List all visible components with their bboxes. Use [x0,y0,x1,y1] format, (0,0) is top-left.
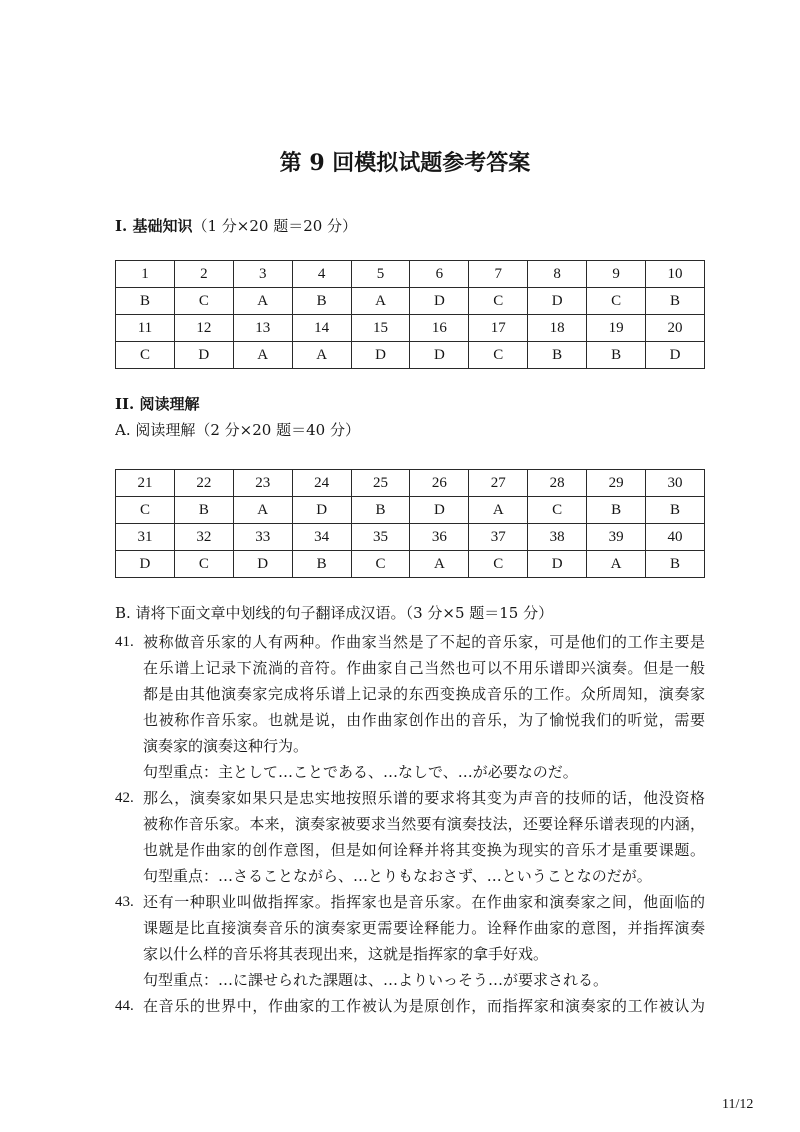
item-number: 42. [115,790,134,806]
answer-letter-cell: D [528,288,587,315]
answer-letter-cell: A [292,342,351,369]
question-number-cell: 15 [351,315,410,342]
part-a-heading [115,420,705,440]
answer-item [115,889,705,993]
question-number-cell: 26 [410,470,469,497]
answer-letter-cell: B [116,288,175,315]
answer-letter-cell: B [174,497,233,524]
question-number-cell: 14 [292,315,351,342]
answer-letter-cell: D [174,342,233,369]
answer-letter-cell: B [528,342,587,369]
question-number-cell: 13 [233,315,292,342]
question-number-cell: 4 [292,261,351,288]
question-number-cell: 10 [646,261,705,288]
answer-letter-cell: B [646,497,705,524]
item-line: 还有一种职业叫做指挥家。指挥家也是音乐家。在作曲家和演奏家之间，他面临的 [143,893,705,911]
question-number-row [116,470,705,497]
answer-letter-cell: D [528,551,587,578]
answer-letter-cell: C [587,288,646,315]
answer-letter-cell: C [174,551,233,578]
part-b-label: B. 请将下面文章中划线的句子翻译成汉语。 [115,604,406,622]
answer-letter-cell: C [116,497,175,524]
answer-row [116,551,705,578]
answer-letter-cell: A [233,342,292,369]
question-number-cell: 3 [233,261,292,288]
answer-letter-cell: A [410,551,469,578]
question-number-cell: 33 [233,524,292,551]
answer-letter-cell: A [233,497,292,524]
answer-letter-cell: B [646,551,705,578]
answer-row [116,342,705,369]
answer-letter-cell: A [587,551,646,578]
item-number: 44. [115,998,134,1014]
item-number: 43. [115,894,134,910]
item-line: 在乐谱上记录下流淌的音符。作曲家自己当然也可以不用乐谱即兴演奏。但是一般 [143,659,705,677]
question-number-row [116,315,705,342]
question-number-cell: 1 [116,261,175,288]
question-number-cell: 8 [528,261,587,288]
question-number-cell: 17 [469,315,528,342]
item-line: 演奏家的演奏这种行为。 [143,737,309,755]
answer-letter-cell: D [410,342,469,369]
sentence-pattern-note: 句型重点：主として…ことである、…なしで、…が必要なのだ。 [143,763,578,781]
answer-letter-cell: C [351,551,410,578]
answer-letter-cell: C [174,288,233,315]
item-line: 都是由其他演奏家完成将乐谱上记录的东西变换成音乐的工作。众所周知，演奏家 [143,685,705,703]
answer-letter-cell: D [233,551,292,578]
section-1-label: I. 基础知识 [115,217,193,235]
item-number: 41. [115,634,134,650]
question-number-cell: 28 [528,470,587,497]
item-text [143,629,705,785]
item-text [143,889,705,993]
question-number-cell: 38 [528,524,587,551]
answer-letter-cell: A [469,497,528,524]
question-number-cell: 7 [469,261,528,288]
answer-letter-cell: D [410,497,469,524]
item-text [143,785,705,889]
item-line: 也被称作音乐家。也就是说，由作曲家创作出的音乐，为了愉悦我们的听觉，需要 [143,711,705,729]
item-line: 在音乐的世界中，作曲家的工作被认为是原创作，而指挥家和演奏家的工作被认为 [143,997,705,1015]
question-number-cell: 36 [410,524,469,551]
answer-letter-cell: B [646,288,705,315]
question-number-cell: 29 [587,470,646,497]
item-line: 也就是作曲家的创作意图，但是如何诠释并将其变换为现实的音乐才是重要课题。 [143,841,705,859]
page-title: 第 9 回模拟试题参考答案 [279,150,531,176]
answer-letter-cell: B [351,497,410,524]
question-number-cell: 35 [351,524,410,551]
sentence-pattern-note: 句型重点：…さることながら、…とりもなおさず、…ということなのだが。 [143,867,652,885]
translation-answers [115,629,705,1019]
answer-letter-cell: C [469,551,528,578]
answer-letter-cell: B [587,497,646,524]
answer-item [115,629,705,785]
answer-letter-cell: C [469,288,528,315]
answer-item [115,993,705,1019]
question-number-row [116,524,705,551]
answer-item [115,785,705,889]
question-number-cell: 5 [351,261,410,288]
question-number-cell: 11 [116,315,175,342]
answer-row [116,288,705,315]
item-text [143,993,705,1019]
part-a-score: （2 分×20 题＝40 分） [195,421,360,439]
answer-letter-cell: C [528,497,587,524]
section-1-table-body [116,261,705,369]
question-number-cell: 22 [174,470,233,497]
question-number-cell: 23 [233,470,292,497]
item-line: 课题是比直接演奏音乐的演奏家更需要诠释能力。诠释作曲家的意图，并指挥演奏 [143,919,705,937]
part-b-heading [115,603,705,623]
answer-letter-cell: C [116,342,175,369]
answer-letter-cell: A [351,288,410,315]
answer-letter-cell: B [292,551,351,578]
question-number-cell: 18 [528,315,587,342]
part-a-answer-table [115,469,705,578]
answer-letter-cell: D [646,342,705,369]
question-number-cell: 37 [469,524,528,551]
answer-letter-cell: B [292,288,351,315]
question-number-cell: 39 [587,524,646,551]
question-number-cell: 2 [174,261,233,288]
answer-letter-cell: B [587,342,646,369]
question-number-cell: 6 [410,261,469,288]
question-number-cell: 27 [469,470,528,497]
question-number-cell: 40 [646,524,705,551]
answer-letter-cell: A [233,288,292,315]
question-number-cell: 30 [646,470,705,497]
item-line: 被称作音乐家。本来，演奏家被要求当然要有演奏技法，还要诠释乐谱表现的内涵， [143,815,705,833]
answer-letter-cell: D [292,497,351,524]
part-b-score: （3 分×5 题＝15 分） [405,604,554,622]
section-1-answer-table [115,260,705,369]
sentence-pattern-note: 句型重点：…に課せられた課題は、…よりいっそう…が要求される。 [143,971,609,989]
question-number-cell: 19 [587,315,646,342]
section-2-label: II. 阅读理解 [115,395,200,413]
question-number-cell: 16 [410,315,469,342]
question-number-cell: 21 [116,470,175,497]
answer-letter-cell: C [469,342,528,369]
question-number-cell: 9 [587,261,646,288]
section-1-heading [115,216,705,236]
question-number-cell: 34 [292,524,351,551]
question-number-cell: 31 [116,524,175,551]
answer-letter-cell: D [351,342,410,369]
question-number-cell: 25 [351,470,410,497]
section-2-heading [115,394,705,414]
page-number: 11/12 [722,1097,754,1112]
question-number-cell: 32 [174,524,233,551]
answer-letter-cell: D [410,288,469,315]
part-a-table-body [116,470,705,578]
question-number-row [116,261,705,288]
question-number-cell: 12 [174,315,233,342]
item-line: 家以什么样的音乐将其表现出来，这就是指挥家的拿手好戏。 [143,945,549,963]
part-a-label: A. 阅读理解 [115,421,196,439]
question-number-cell: 20 [646,315,705,342]
answer-row [116,497,705,524]
item-line: 那么，演奏家如果只是忠实地按照乐谱的要求将其变为声音的技师的话，他没资格 [143,789,705,807]
question-number-cell: 24 [292,470,351,497]
section-1-score: （1 分×20 题＝20 分） [192,217,358,235]
item-line: 被称做音乐家的人有两种。作曲家当然是了不起的音乐家，可是他们的工作主要是 [143,633,705,651]
answer-letter-cell: D [116,551,175,578]
